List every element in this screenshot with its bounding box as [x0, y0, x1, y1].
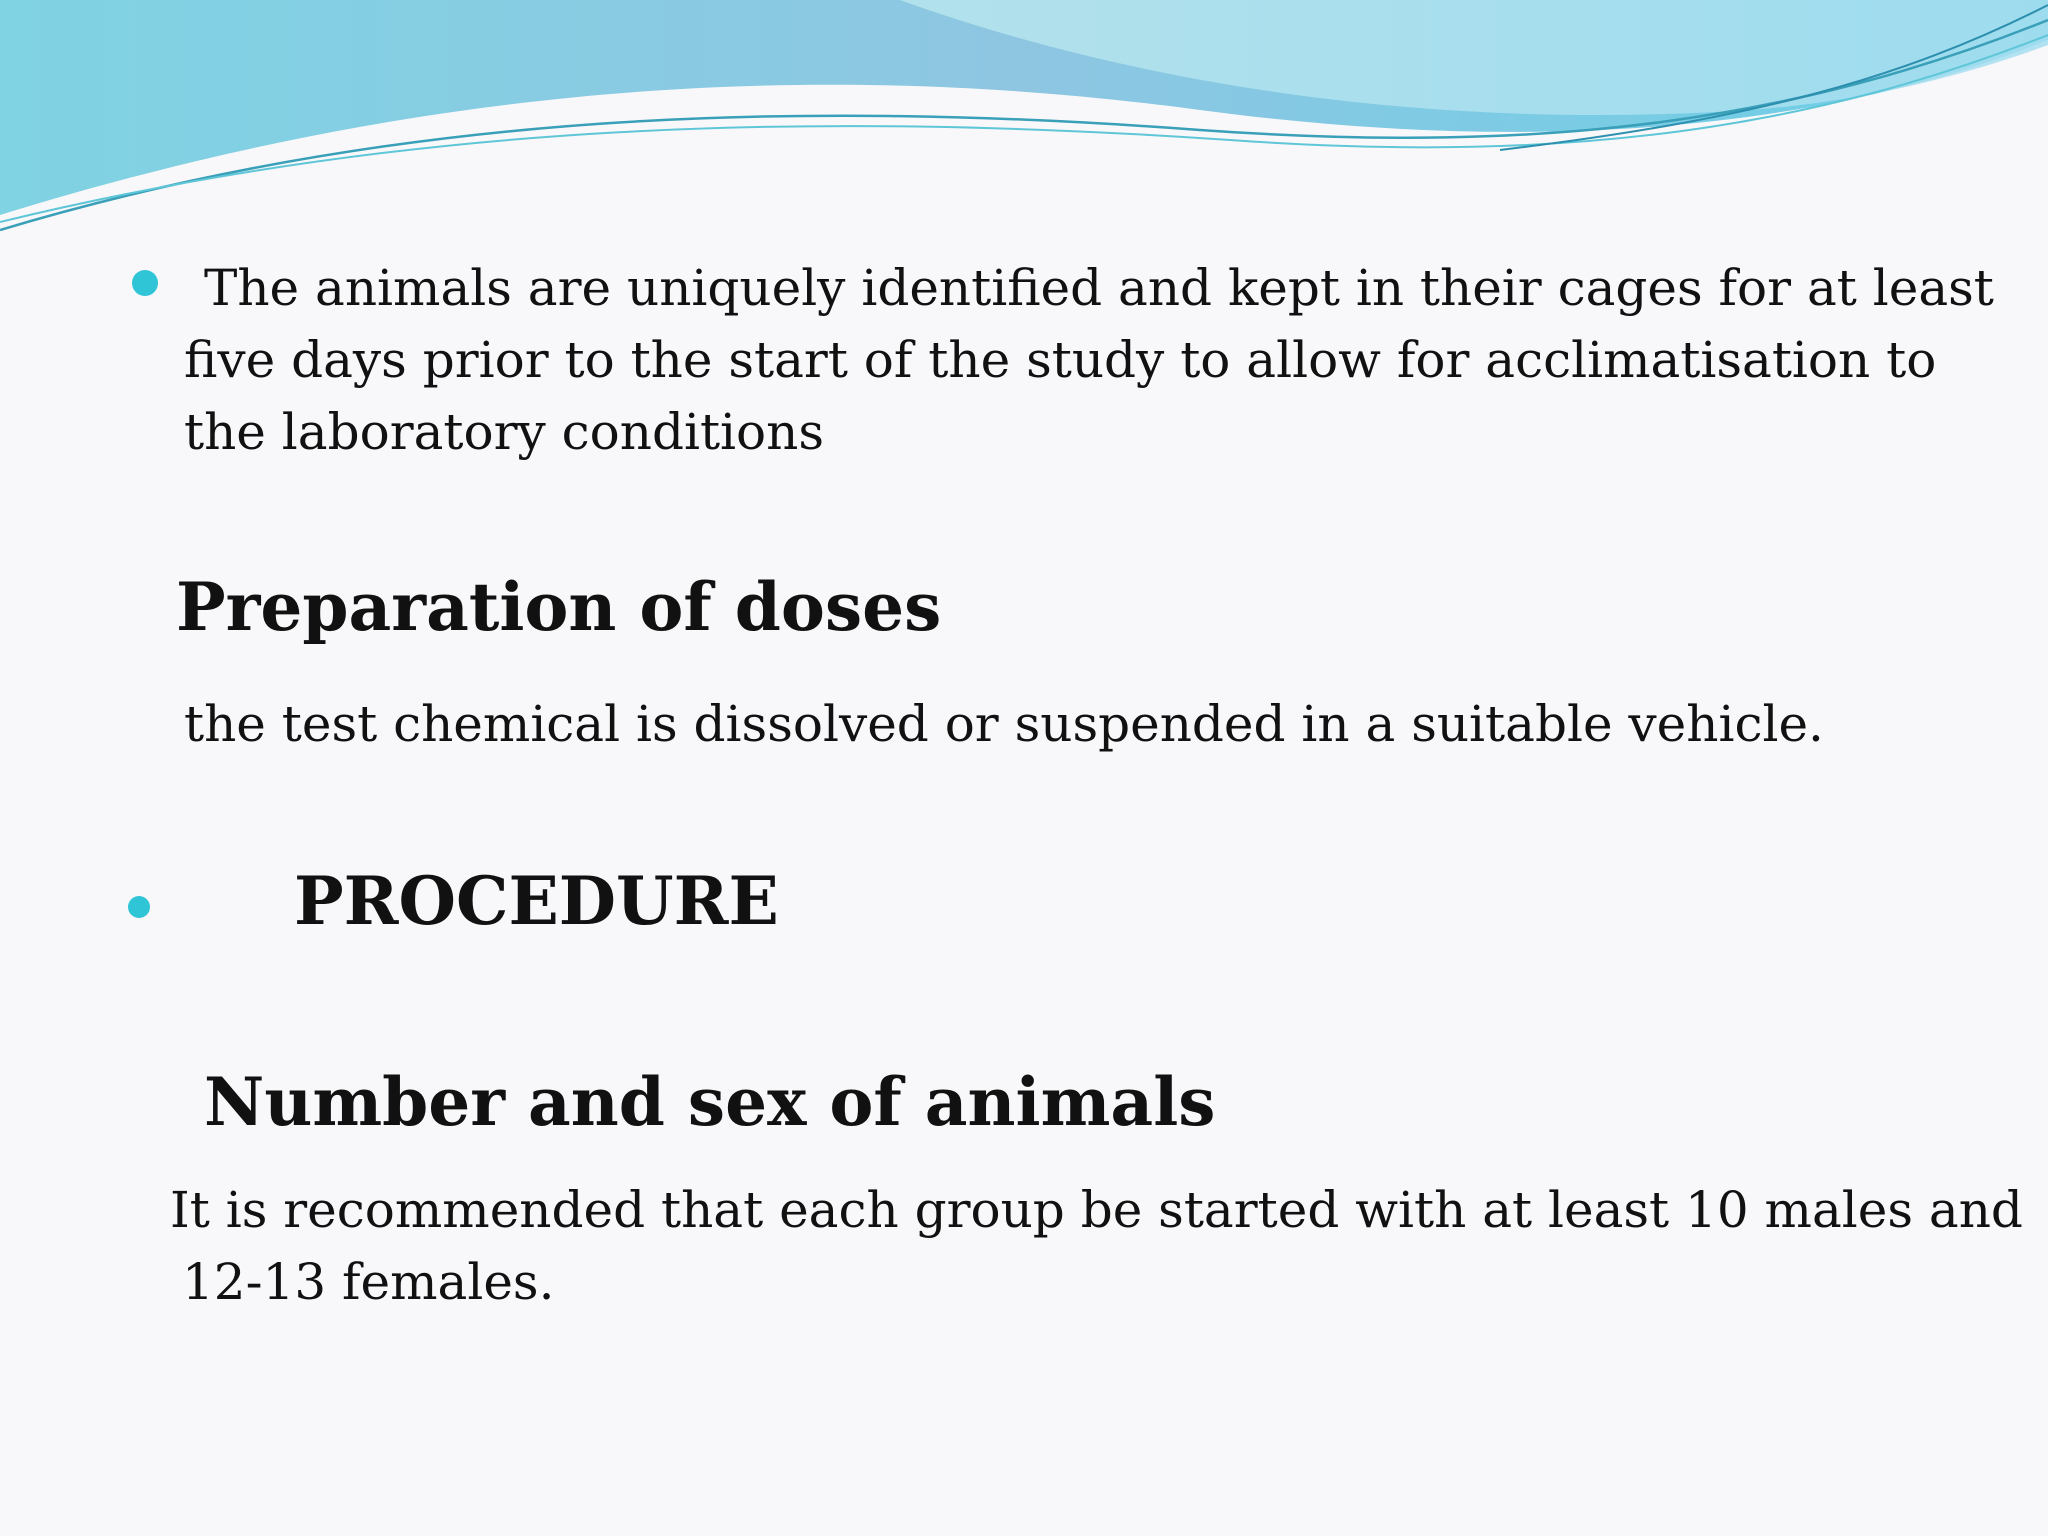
bullet-text-line-3: the laboratory conditions — [184, 403, 824, 461]
preparation-text: the test chemical is dissolved or suspended in a suitable vehicle. — [184, 695, 1824, 753]
section-heading-procedure: PROCEDURE — [294, 862, 779, 940]
number-sex-text-line-2: 12-13 females. — [182, 1253, 555, 1311]
bullet-text-line-1: The animals are uniquely identified and kept in their cages for at least — [204, 259, 1994, 317]
number-sex-text-line-1: It is recommended that each group be started with at least 10 males and — [170, 1181, 2023, 1239]
bullet-text-line-2: five days prior to the start of the study to allow for acclimatisation to — [184, 331, 1937, 389]
section-heading-preparation: Preparation of doses — [176, 568, 942, 646]
section-heading-number-sex: Number and sex of animals — [204, 1063, 1216, 1141]
bullet-dot-icon — [132, 270, 158, 296]
bullet-dot-icon — [128, 896, 150, 918]
header-wave-decoration — [0, 0, 2048, 240]
